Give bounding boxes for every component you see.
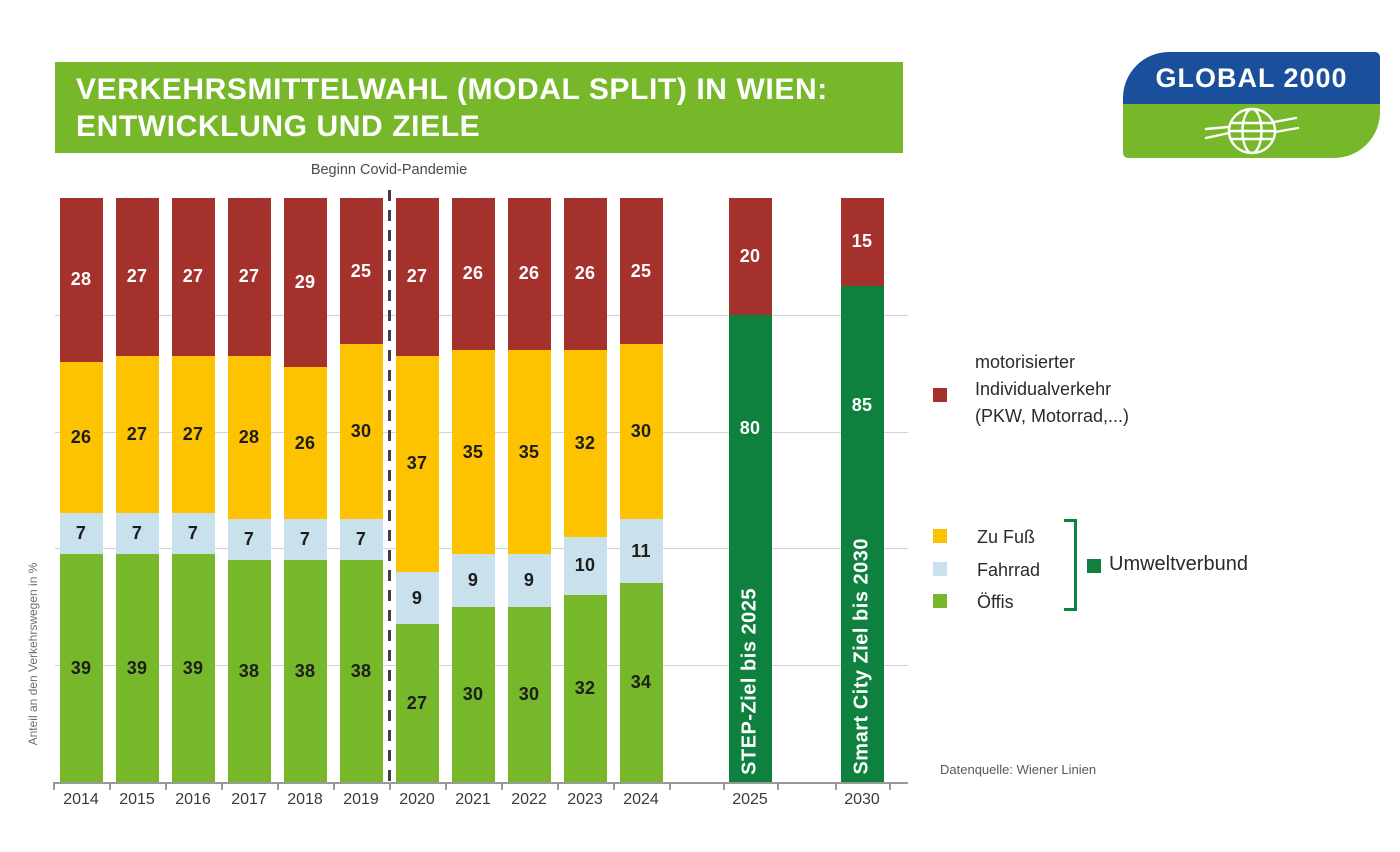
x-axis-line [53,782,908,784]
x-axis-tick [777,783,779,790]
x-axis-label-2024: 2024 [623,791,659,808]
segment-value: 32 [574,678,596,699]
x-axis-label-2023: 2023 [567,791,603,808]
segment-value: 25 [350,260,372,281]
x-axis-label-2015: 2015 [119,791,155,808]
bar-segment-2019-motorisierter-indi [340,198,383,344]
x-axis-tick [723,783,725,790]
x-axis-tick [445,783,447,790]
bar-segment-2030-umweltverbund [841,286,884,782]
umweltverbund-bracket [1064,519,1077,611]
bar-segment-2024-motorisierter-indi [620,198,663,344]
x-axis-tick [165,783,167,790]
bar-segment-2022-fahrrad [508,554,551,607]
bar-segment-2016-ffis [172,554,215,782]
bar-segment-2015-fahrrad [116,513,159,554]
segment-value: 7 [355,529,367,550]
segment-value: 26 [70,426,92,447]
x-axis-tick [221,783,223,790]
covid-dashed-line [388,190,391,782]
bar-segment-2021-ffis [452,607,495,782]
x-axis-tick [277,783,279,790]
segment-value: 35 [518,441,540,462]
x-axis-tick [613,783,615,790]
bar-segment-2022-motorisierter-indi [508,198,551,350]
bar-segment-2014-ffis [60,554,103,782]
segment-value: 27 [182,266,204,287]
segment-value: 37 [406,453,428,474]
bar-segment-2017-ffis [228,560,271,782]
segment-value: 7 [243,529,255,550]
x-axis-label-2019: 2019 [343,791,379,808]
segment-value: 28 [238,426,260,447]
legend-swatch-zufuss [933,529,947,543]
segment-value: 9 [411,587,423,608]
bar-segment-2020-ffis [396,624,439,782]
segment-value: 7 [299,529,311,550]
bar-segment-2014-motorisierter-indi [60,198,103,362]
y-axis-label: Anteil an den Verkehrswegen in % [26,562,40,746]
bar-segment-2017-zu-fu [228,356,271,520]
segment-value: 38 [238,660,260,681]
segment-value: 39 [182,657,204,678]
target-label-2030: Smart City Ziel bis 2030 [850,538,873,775]
segment-value: 30 [350,421,372,442]
segment-value: 39 [126,657,148,678]
x-axis-label-2018: 2018 [287,791,323,808]
x-axis-tick [389,783,391,790]
bar-segment-2023-ffis [564,595,607,782]
x-axis-tick [333,783,335,790]
bar-segment-2018-motorisierter-indi [284,198,327,367]
bar-segment-2014-zu-fu [60,362,103,514]
segment-value: 11 [631,540,651,561]
bar-segment-2015-motorisierter-indi [116,198,159,356]
segment-value: 15 [851,231,873,252]
x-axis-tick [53,783,55,790]
segment-value: 32 [574,432,596,453]
bar-segment-2018-zu-fu [284,367,327,519]
bar-segment-2025-motorisierter-indi [729,198,772,315]
bar-segment-2015-ffis [116,554,159,782]
bar-segment-2024-ffis [620,583,663,782]
bar-segment-2030-motorisierter-indi [841,198,884,286]
bar-segment-2023-zu-fu [564,350,607,537]
bar-segment-2016-zu-fu [172,356,215,514]
segment-value: 25 [630,260,652,281]
segment-value: 85 [851,394,873,415]
segment-value: 27 [406,692,428,713]
legend-label-fahrrad: Fahrrad [977,560,1041,580]
x-axis-tick [835,783,837,790]
segment-value: 9 [523,570,535,590]
segment-value: 39 [70,657,92,678]
segment-value: 27 [126,266,148,287]
legend-label-umweltverbund: Umweltverbund [1109,553,1248,575]
bar-segment-2021-motorisierter-indi [452,198,495,350]
bar-segment-2023-motorisierter-indi [564,198,607,350]
x-axis-tick [889,783,891,790]
segment-value: 28 [70,269,92,290]
x-axis-label-2021: 2021 [455,791,491,808]
segment-value: 34 [630,672,652,693]
segment-value: 29 [294,272,316,293]
legend-swatch-umweltverbund [1087,559,1101,573]
bar-segment-2023-fahrrad [564,537,607,595]
x-axis-tick [501,783,503,790]
bar-segment-2019-ffis [340,560,383,782]
logo-wordmark: GLOBAL 2000 [1155,62,1348,93]
covid-annotation: Beginn Covid-Pandemie [310,162,468,178]
bar-segment-2015-zu-fu [116,356,159,514]
legend-swatch-fahrrad [933,562,947,576]
x-axis-label-2014: 2014 [63,791,99,808]
segment-value: 30 [518,683,540,704]
bar-segment-2020-motorisierter-indi [396,198,439,356]
segment-value: 38 [350,660,372,681]
segment-value: 27 [238,266,260,287]
bar-segment-2018-fahrrad [284,519,327,560]
x-axis-label-2017: 2017 [231,791,267,808]
legend-label-miv: motorisierter Individualverkehr (PKW, Motorrad,...) [975,352,1130,426]
bar-segment-2014-fahrrad [60,513,103,554]
segment-value: 26 [574,263,596,284]
legend-label-zufuss: Zu Fuß [977,527,1036,547]
segment-value: 10 [574,555,596,576]
segment-value: 38 [294,660,316,681]
bar-segment-2019-fahrrad [340,519,383,560]
x-axis-tick [109,783,111,790]
segment-value: 26 [294,432,316,453]
bar-segment-2024-fahrrad [620,519,663,583]
x-axis-label-2016: 2016 [175,791,211,808]
segment-value: 7 [187,523,199,544]
segment-value: 80 [739,417,761,438]
bar-segment-2018-ffis [284,560,327,782]
data-source: Datenquelle: Wiener Linien [940,762,1097,777]
x-axis-label-2030: 2030 [844,791,880,808]
bar-segment-2019-zu-fu [340,344,383,519]
segment-value: 27 [126,424,148,444]
bar-segment-2020-zu-fu [396,356,439,572]
bar-segment-2022-ffis [508,607,551,782]
bar-segment-2017-fahrrad [228,519,271,560]
bar-segment-2024-zu-fu [620,344,663,519]
segment-value: 7 [131,523,143,544]
segment-value: 26 [518,263,540,284]
segment-value: 30 [630,421,652,442]
x-axis-label-2020: 2020 [399,791,435,808]
x-axis-label-2025: 2025 [732,791,768,808]
segment-value: 35 [462,441,484,462]
segment-value: 30 [462,683,484,704]
x-axis-tick [669,783,671,790]
target-label-2025: STEP-Ziel bis 2025 [738,588,761,775]
x-axis-tick [557,783,559,790]
bar-segment-2017-motorisierter-indi [228,198,271,356]
bar-segment-2025-umweltverbund [729,315,772,782]
segment-value: 9 [467,570,479,590]
legend-swatch-miv [933,388,947,402]
bar-segment-2016-motorisierter-indi [172,198,215,356]
page-title-line2: ENTWICKLUNG UND ZIELE [76,110,481,143]
segment-value: 27 [406,266,428,287]
bar-segment-2022-zu-fu [508,350,551,554]
bar-segment-2021-zu-fu [452,350,495,554]
bar-segment-2020-fahrrad [396,572,439,625]
segment-value: 27 [182,424,204,444]
x-axis-label-2022: 2022 [511,791,547,808]
bar-segment-2016-fahrrad [172,513,215,554]
legend-label-oeffis: Öffis [977,592,1014,612]
page-title-line1: VERKEHRSMITTELWAHL (MODAL SPLIT) IN WIEN: [76,73,828,106]
segment-value: 7 [75,523,87,544]
segment-value: 20 [739,245,761,266]
segment-value: 26 [462,263,484,284]
bar-segment-2021-fahrrad [452,554,495,607]
legend-swatch-oeffis [933,594,947,608]
